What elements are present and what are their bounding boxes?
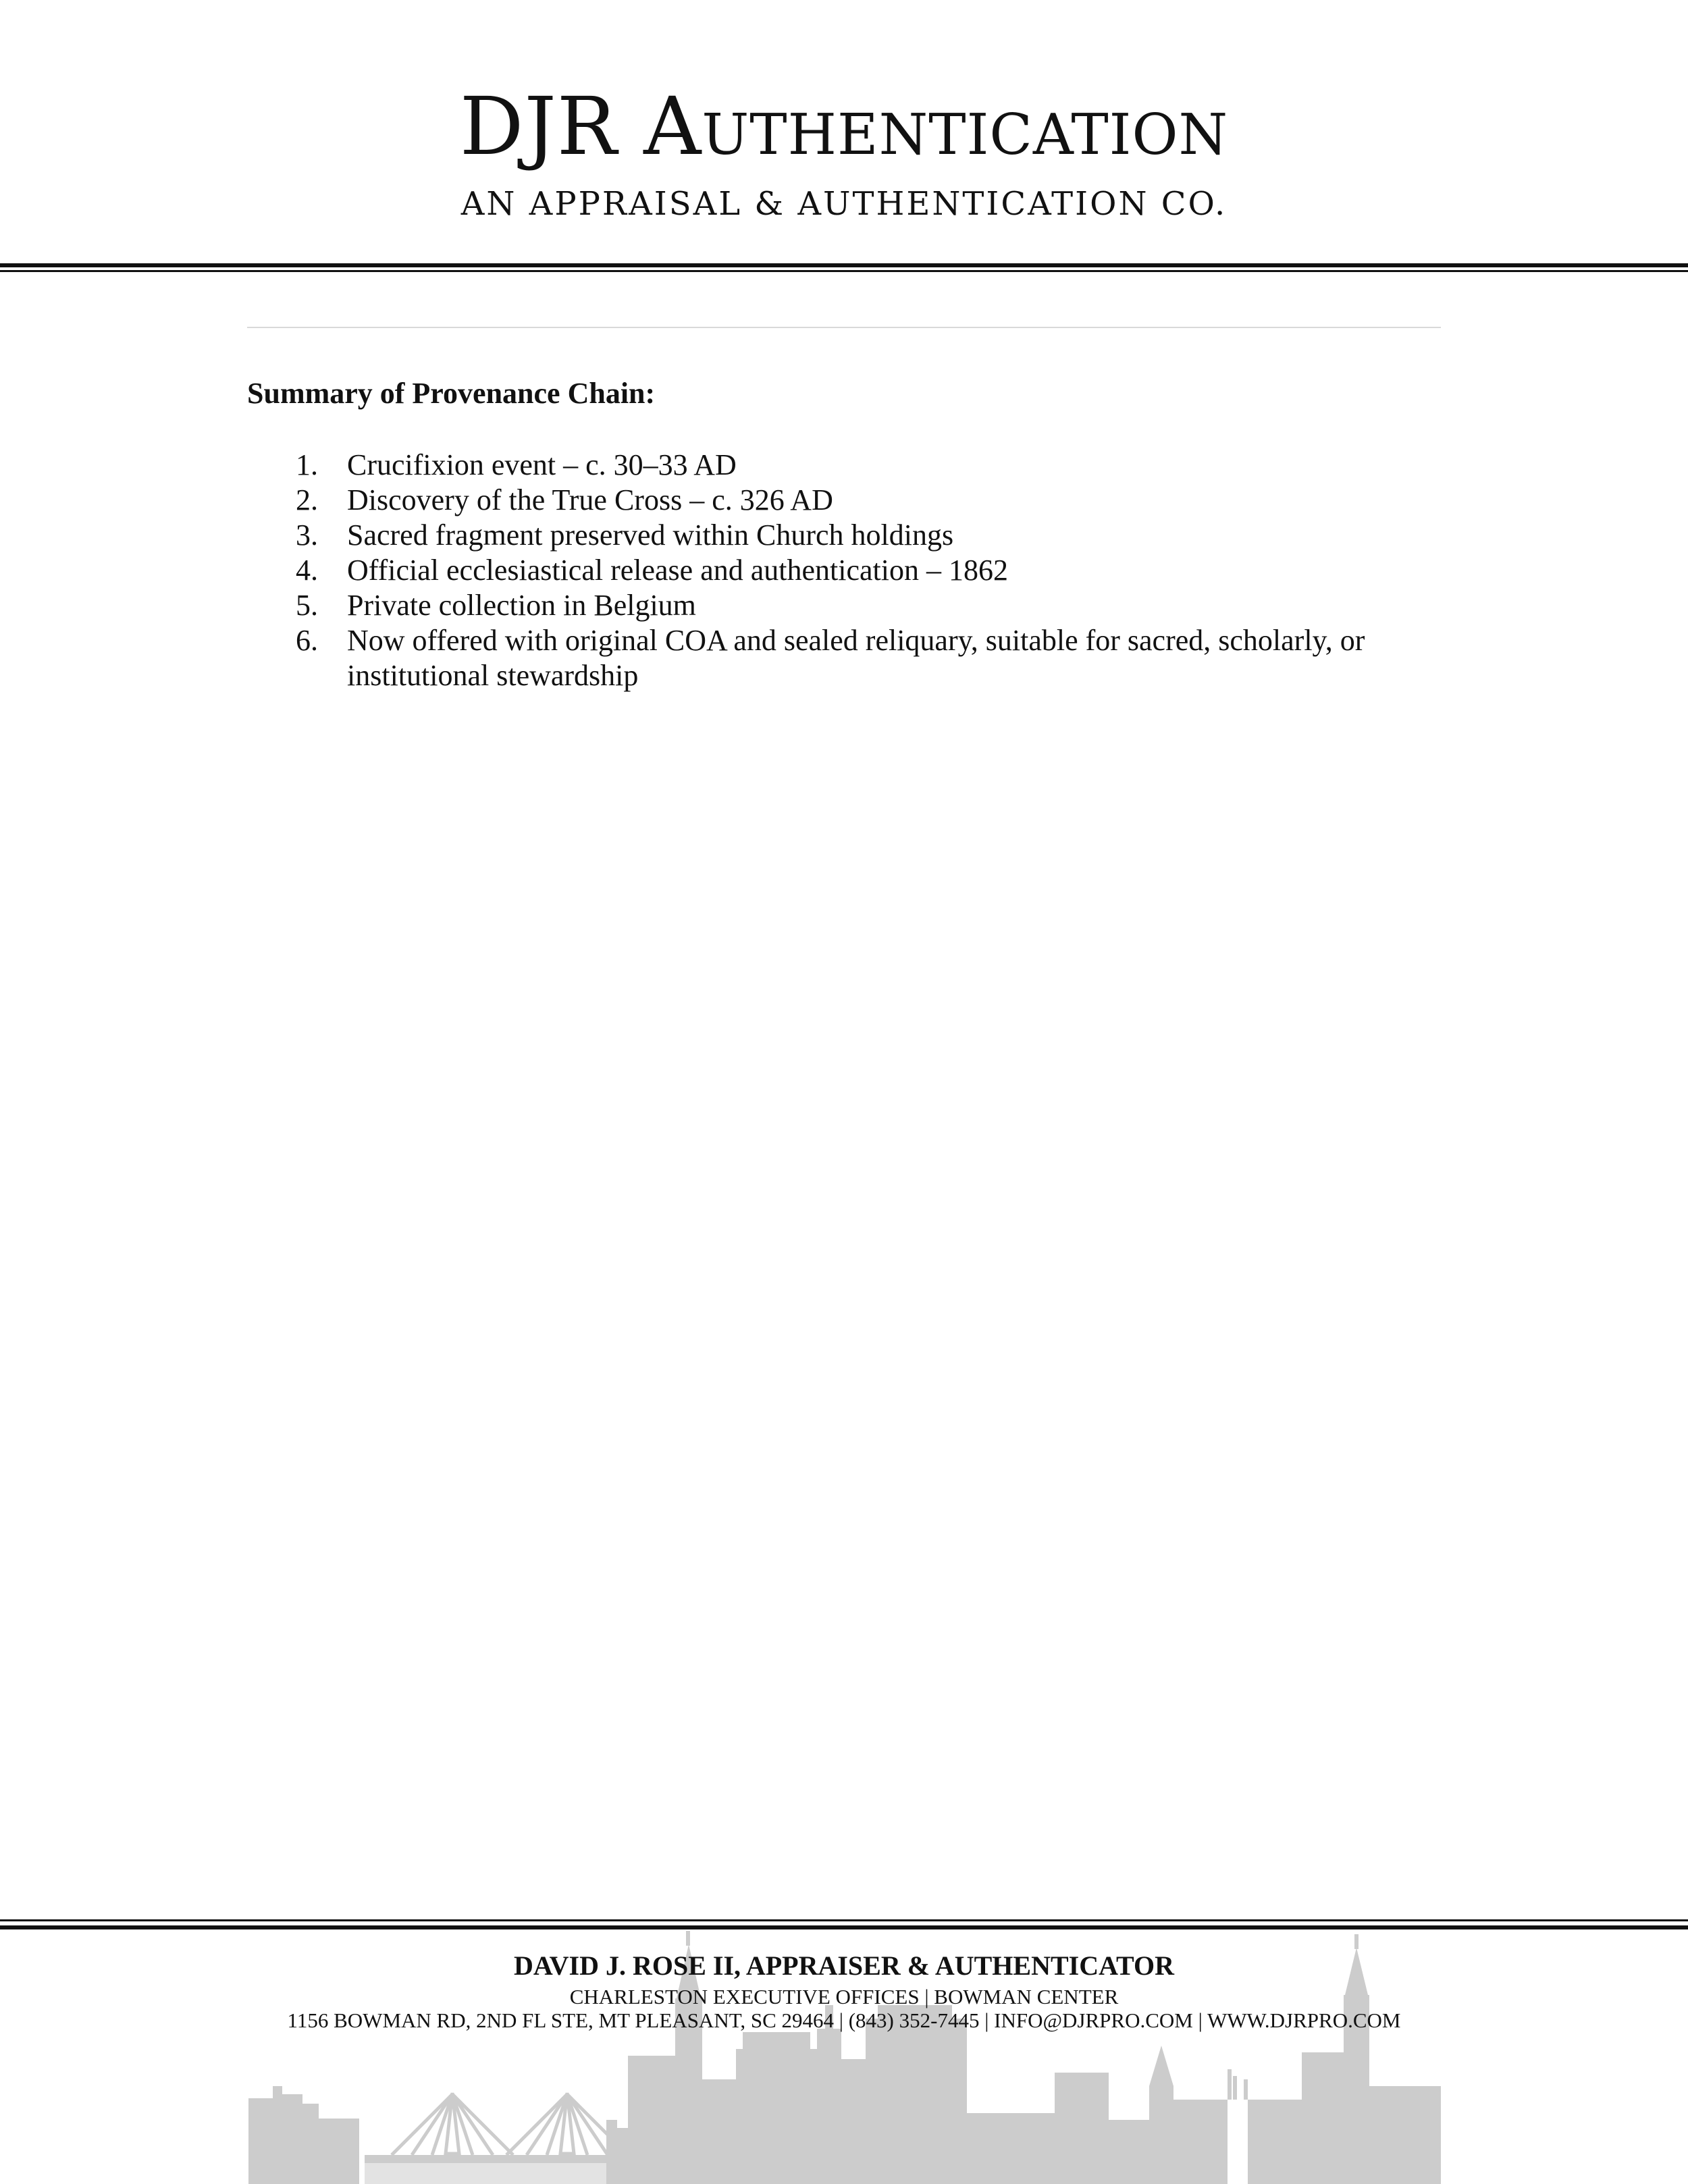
list-item: [247, 518, 1462, 553]
list-item-number: 6.: [296, 624, 318, 657]
list-item-number: 5.: [296, 589, 318, 622]
list-item-text: Sacred fragment preserved within Church holdings: [347, 518, 954, 552]
list-item: [247, 623, 1462, 693]
list-item-text: Now offered with original COA and sealed reliquary, suitable for sacred, scholarly, or institutional stewardship: [347, 624, 1365, 692]
list-item-number: 4.: [296, 554, 318, 587]
list-item-text: Official ecclesiastical release and authentication – 1862: [347, 554, 1008, 587]
list-item: [247, 588, 1462, 623]
footer-office: CHARLESTON EXECUTIVE OFFICES | BOWMAN CENTER: [569, 1985, 1119, 2008]
footer-name: DAVID J. ROSE II, APPRAISER & AUTHENTICATOR: [514, 1950, 1174, 1981]
brand-prefix: DJR: [459, 80, 618, 173]
content-divider: [247, 327, 1441, 328]
brand-tagline: AN APPRAISAL & AUTHENTICATION CO.: [460, 185, 1228, 223]
list-item: [247, 448, 1462, 483]
brand-name: Authentication: [643, 80, 1229, 173]
list-item-number: 1.: [296, 448, 318, 481]
list-item-number: 3.: [296, 518, 318, 552]
header-rule-thin: [0, 270, 1688, 272]
footer-address: 1156 BOWMAN RD, 2ND FL STE, MT PLEASANT, SC 29464 | (843) 352-7445 | INFO@DJRPRO.COM | WWW.DJRPRO.COM: [287, 2008, 1401, 2032]
list-item-text: Discovery of the True Cross – c. 326 AD: [347, 483, 833, 516]
header-rule-thick: [0, 263, 1688, 267]
brand-title: [0, 80, 1688, 173]
list-item-text: Private collection in Belgium: [347, 589, 696, 622]
letterhead: [0, 0, 1688, 284]
section-heading: Summary of Provenance Chain:: [247, 377, 656, 410]
list-item: [247, 483, 1462, 518]
provenance-list: [247, 448, 1462, 693]
list-item: [247, 553, 1462, 588]
list-item-number: 2.: [296, 483, 318, 516]
list-item-text: Crucifixion event – c. 30–33 AD: [347, 448, 737, 481]
